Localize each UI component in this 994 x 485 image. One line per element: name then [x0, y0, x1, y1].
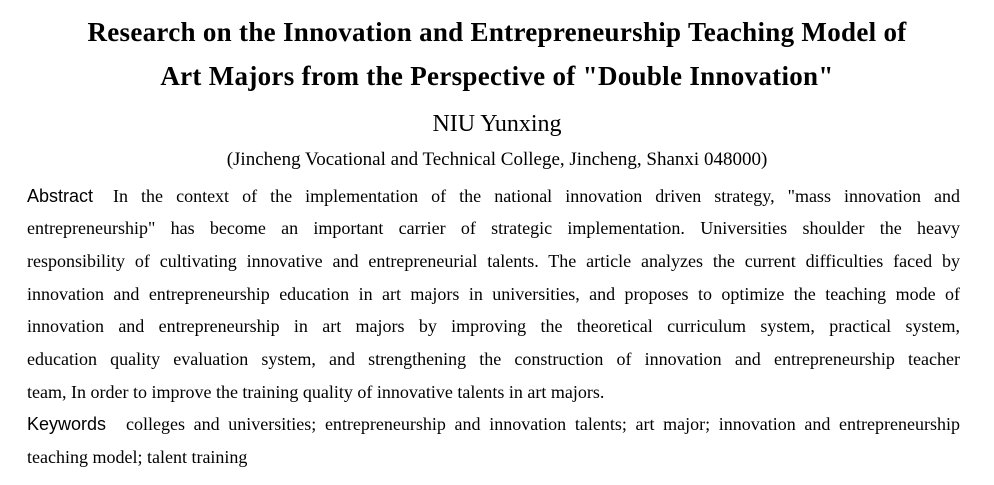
paper-title-line-2: Art Majors from the Perspective of "Double Innovation" [160, 61, 834, 91]
keywords-line [27, 409, 960, 439]
keywords-line: teaching model; talent training [27, 447, 248, 467]
author-name: NIU Yunxing [432, 111, 562, 137]
author-affiliation: (Jincheng Vocational and Technical College, Jincheng, Shanxi 048000) [226, 149, 768, 170]
abstract-line: team, In order to improve the training quality of innovative talents in art majors. [27, 382, 605, 402]
abstract-line: entrepreneurship" has become an important carrier of strategic implementation. Universities shoulder the heavy [27, 218, 960, 238]
keywords-text: colleges and universities; entrepreneurship and innovation talents; art major; innovation and entrepreneurship [126, 414, 960, 434]
abstract-line: innovation and entrepreneurship education in art majors in universities, and proposes to optimize the teaching mode of [27, 284, 960, 304]
abstract-line: innovation and entrepreneurship in art majors by improving the theoretical curriculum system, practical system, [27, 316, 960, 336]
abstract-line: education quality evaluation system, and strengthening the construction of innovation and entrepreneurship teacher [27, 349, 960, 369]
paper-title-line-1: Research on the Innovation and Entrepreneurship Teaching Model of [87, 17, 907, 47]
abstract-text: In the context of the implementation of the national innovation driven strategy, "mass innovation and [113, 186, 960, 206]
abstract-line [27, 181, 960, 211]
abstract-line: responsibility of cultivating innovative and entrepreneurial talents. The article analyzes the current difficulties faced by [27, 251, 960, 271]
abstract-label: Abstract [27, 186, 94, 206]
keywords-label: Keywords [27, 414, 107, 434]
